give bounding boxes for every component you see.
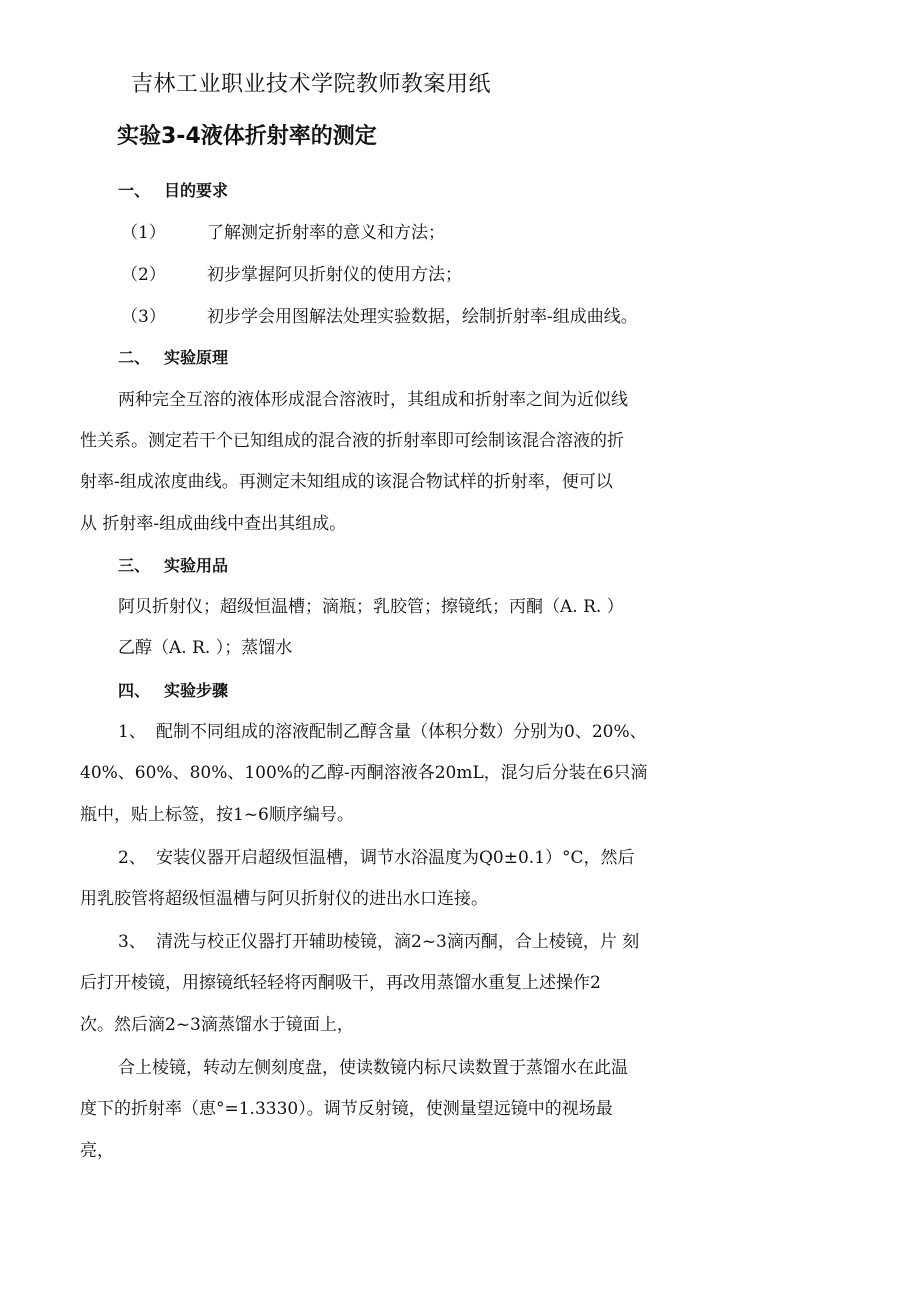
- step-number: 2、: [118, 848, 146, 868]
- step-line: [118, 931, 639, 953]
- section-number: 四、: [118, 681, 151, 700]
- paragraph-line: 从 折射率-组成曲线中查出其组成。: [80, 514, 347, 534]
- step-text: 配制不同组成的溶液配制乙醇含量（体积分数）分别为0、20%、: [156, 722, 647, 742]
- step-line: [118, 721, 647, 743]
- experiment-title: 实验3-4液体折射率的测定: [117, 124, 377, 149]
- step-line: 用乳胶管将超级恒温槽与阿贝折射仪的进出水口连接。: [80, 889, 488, 909]
- item-number: （2）: [121, 265, 166, 285]
- section-heading-1: [118, 180, 228, 202]
- step-line: 40%、60%、80%、100%的乙醇-丙酮溶液各20mL，混匀后分装在6只滴: [80, 763, 648, 783]
- step-line: 后打开棱镜，用擦镜纸轻轻将丙酮吸干，再改用蒸馏水重复上述操作2: [80, 973, 601, 993]
- section-heading-4: [118, 680, 228, 702]
- materials-line: 乙醇（A. R. ）；蒸馏水: [118, 638, 293, 658]
- paragraph-line: 射率-组成浓度曲线。再测定未知组成的该混合物试样的折射率，便可以: [80, 472, 613, 492]
- section-number: 三、: [118, 556, 151, 575]
- step-number: 1、: [118, 722, 146, 742]
- section-number: 一、: [118, 181, 151, 200]
- list-item: [121, 264, 462, 286]
- item-text: 了解测定折射率的意义和方法；: [207, 223, 445, 243]
- page-header: 吉林工业职业技术学院教师教案用纸: [131, 72, 492, 97]
- paragraph-line: 两种完全互溶的液体形成混合溶液时，其组成和折射率之间为近似线: [118, 390, 628, 410]
- step-text: 安装仪器开启超级恒温槽，调节水浴温度为Q0±0.1）°C，然后: [156, 848, 635, 868]
- step-text: 清洗与校正仪器打开辅助棱镜，滴2~3滴丙酮，合上棱镜，片 刻: [156, 932, 640, 952]
- list-item: [121, 222, 445, 244]
- section-number: 二、: [118, 348, 151, 367]
- item-number: （3）: [121, 307, 166, 327]
- paragraph-line: 度下的折射率（恵°=1.3330）。调节反射镜，使测量望远镜中的视场最: [80, 1099, 613, 1119]
- section-title: 实验原理: [164, 348, 229, 367]
- item-number: （1）: [121, 223, 166, 243]
- item-text: 初步学会用图解法处理实验数据，绘制折射率-组成曲线。: [207, 307, 638, 327]
- step-line: [118, 847, 635, 869]
- materials-line: 阿贝折射仪；超级恒温槽；滴瓶；乳胶管；擦镜纸；丙酮（A. R. ）: [118, 597, 624, 617]
- step-line: 次。然后滴2~3滴蒸馏水于镜面上，: [80, 1015, 354, 1035]
- paragraph-line: 亮，: [80, 1141, 114, 1161]
- section-title: 实验步骤: [164, 681, 229, 700]
- paragraph-line: 合上棱镜，转动左侧刻度盘，使读数镜内标尺读数置于蒸馏水在此温: [118, 1058, 628, 1078]
- step-line: 瓶中，贴上标签，按1~6顺序编号。: [80, 805, 354, 825]
- paragraph-line: 性关系。测定若干个已知组成的混合液的折射率即可绘制该混合溶液的折: [80, 431, 624, 451]
- section-heading-3: [118, 555, 228, 577]
- section-title: 实验用品: [164, 556, 229, 575]
- step-number: 3、: [118, 932, 146, 952]
- list-item: [121, 306, 638, 328]
- section-heading-2: [118, 347, 228, 369]
- section-title: 目的要求: [164, 181, 229, 200]
- item-text: 初步掌握阿贝折射仪的使用方法；: [207, 265, 462, 285]
